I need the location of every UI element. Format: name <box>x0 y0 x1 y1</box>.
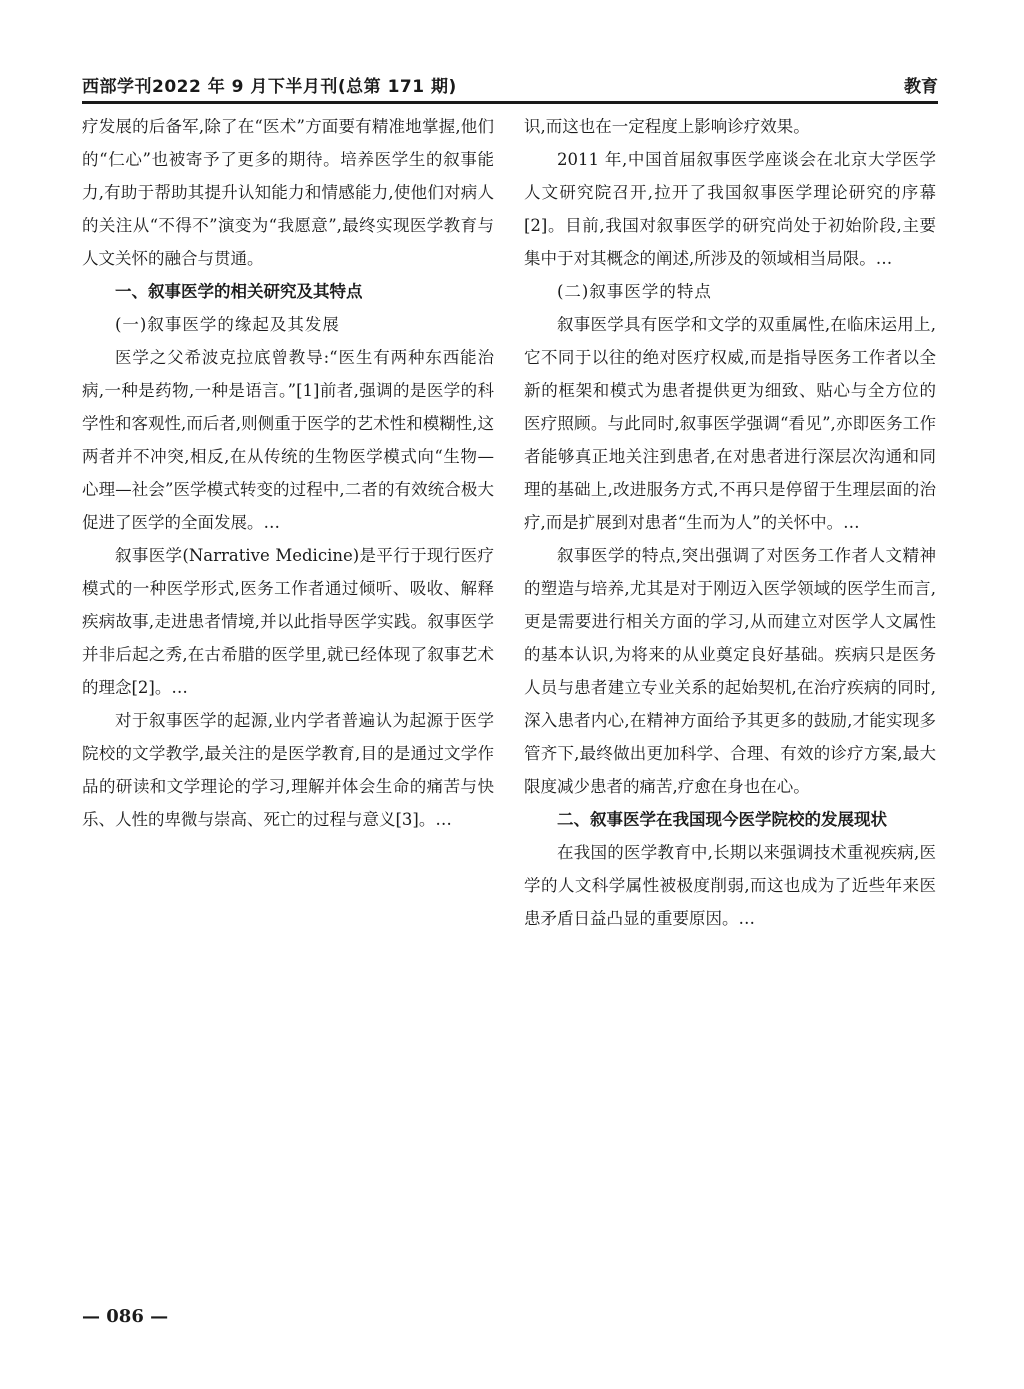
header-rule <box>82 101 938 104</box>
paragraph: 叙事医学具有医学和文学的双重属性,在临床运用上,它不同于以往的绝对医疗权威,而是指导医务工作者以全新的框架和模式为患者提供更为细致、贴心与全方位的医疗照顾。与此同时,叙事医学强调“看见”,亦即医务工作者能够真正地关注到患者,在对患者进行深层次沟通和同理的基础上,改进服务方式,不再只是停留于生理层面的治疗,而是扩展到对患者“生而为人”的关怀中。… <box>524 315 936 532</box>
right-column <box>524 110 936 935</box>
paragraph: 对于叙事医学的起源,业内学者普遍认为起源于医学院校的文学教学,最关注的是医学教育,目的是通过文学作品的研读和文学理论的学习,理解并体会生命的痛苦与快乐、人性的卑微与崇高、死亡的过程与意义[3]。… <box>82 711 494 829</box>
paragraph: 2011 年,中国首届叙事医学座谈会在北京大学医学人文研究院召开,拉开了我国叙事医学理论研究的序幕[2]。目前,我国对叙事医学的研究尚处于初始阶段,主要集中于对其概念的阐述,所涉及的领域相当局限。… <box>524 150 936 268</box>
paragraph: 医学之父希波克拉底曾教导:“医生有两种东西能治病,一种是药物,一种是语言。”[1]前者,强调的是医学的科学性和客观性,而后者,则侧重于医学的艺术性和模糊性,这两者并不冲突,相反,在从传统的生物医学模式向“生物—心理—社会”医学模式转变的过程中,二者的有效统合极大促进了医学的全面发展。… <box>82 348 494 532</box>
subsection-heading: (二)叙事医学的特点 <box>557 282 712 301</box>
paragraph: 叙事医学的特点,突出强调了对医务工作者人文精神的塑造与培养,尤其是对于刚迈入医学领域的医学生而言,更是需要进行相关方面的学习,从而建立对医学人文属性的基本认识,为将来的从业奠定良好基础。疾病只是医务人员与患者建立专业关系的起始契机,在治疗疾病的同时,深入患者内心,在精神方面给予其更多的鼓励,才能实现多管齐下,最终做出更加科学、合理、有效的诊疗方案,最大限度减少患者的痛苦,疗愈在身也在心。 <box>524 546 936 796</box>
paragraph: 在我国的医学教育中,长期以来强调技术重视疾病,医学的人文科学属性被极度削弱,而这也成为了近些年来医患矛盾日益凸显的重要原因。… <box>524 843 936 928</box>
running-header <box>82 70 938 100</box>
journal-title: 西部学刊2022 年 9 月下半月刊(总第 171 期) <box>82 77 457 97</box>
page-number: — 086 — <box>82 1306 169 1327</box>
left-column <box>82 110 494 836</box>
section-heading: 二、叙事医学在我国现今医学院校的发展现状 <box>557 810 887 829</box>
section-label: 教育 <box>904 77 938 97</box>
paragraph: 疗发展的后备军,除了在“医术”方面要有精准地掌握,他们的“仁心”也被寄予了更多的期待。培养医学生的叙事能力,有助于帮助其提升认知能力和情感能力,使他们对病人的关注从“不得不”演变为“我愿意”,最终实现医学教育与人文关怀的融合与贯通。 <box>82 117 494 268</box>
section-heading: 一、叙事医学的相关研究及其特点 <box>115 282 363 301</box>
paragraph: 叙事医学(Narrative Medicine)是平行于现行医疗模式的一种医学形式,医务工作者通过倾听、吸收、解释疾病故事,走进患者情境,并以此指导医学实践。叙事医学并非后起之秀,在古希腊的医学里,就已经体现了叙事艺术的理念[2]。… <box>82 546 494 697</box>
paragraph: 识,而这也在一定程度上影响诊疗效果。 <box>524 117 810 136</box>
subsection-heading: (一)叙事医学的缘起及其发展 <box>115 315 340 334</box>
